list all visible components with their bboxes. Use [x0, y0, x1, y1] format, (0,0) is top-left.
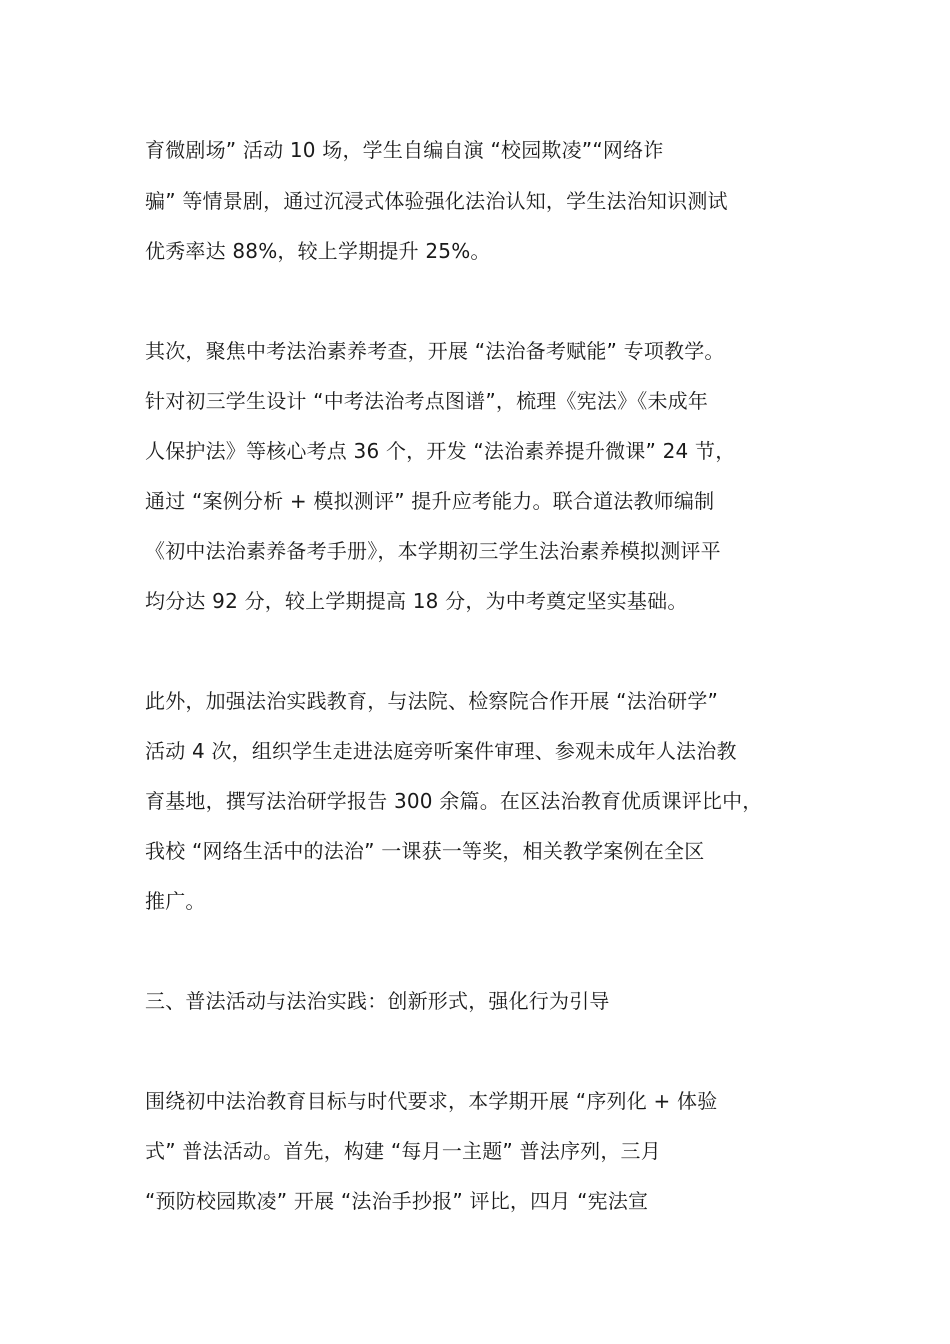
paragraph-2-line-6: 均分达 92 分，较上学期提高 18 分，为中考奠定坚实基础。 [145, 589, 688, 613]
paragraph-2-line-3: 人保护法》等核心考点 36 个，开发 “法治素养提升微课” 24 节， [145, 439, 736, 463]
paragraph-3-line-5: 推广。 [145, 889, 206, 913]
paragraph-1-line-3: 优秀率达 88%，较上学期提升 25%。 [145, 239, 491, 263]
paragraph-2-line-4: 通过 “案例分析 + 模拟测评” 提升应考能力。联合道法教师编制 [145, 489, 715, 513]
paragraph-4-line-3: “预防校园欺凌” 开展 “法治手抄报” 评比，四月 “宪法宣 [145, 1189, 649, 1213]
section-heading: 三、普法活动与法治实践：创新形式，强化行为引导 [145, 989, 610, 1013]
paragraph-3-line-4: 我校 “网络生活中的法治” 一课获一等奖，相关教学案例在全区 [145, 839, 705, 863]
paragraph-3-line-2: 活动 4 次，组织学生走进法庭旁听案件审理、参观未成年人法治教 [145, 739, 737, 763]
paragraph-2-line-1: 其次，聚焦中考法治素养考查，开展 “法治备考赋能” 专项教学。 [145, 339, 725, 363]
paragraph-2-line-2: 针对初三学生设计 “中考法治考点图谱”，梳理《宪法》《未成年 [145, 389, 709, 413]
paragraph-3-line-3: 育基地，撰写法治研学报告 300 余篇。在区法治教育优质课评比中， [145, 789, 763, 813]
paragraph-4-line-1: 围绕初中法治教育目标与时代要求，本学期开展 “序列化 + 体验 [145, 1089, 718, 1113]
paragraph-2-line-5: 《初中法治素养备考手册》，本学期初三学生法治素养模拟测评平 [145, 539, 721, 563]
paragraph-1-line-2: 骗” 等情景剧，通过沉浸式体验强化法治认知，学生法治知识测试 [145, 189, 728, 213]
paragraph-3-line-1: 此外，加强法治实践教育，与法院、检察院合作开展 “法治研学” [145, 689, 719, 713]
paragraph-1-line-1: 育微剧场” 活动 10 场，学生自编自演 “校园欺凌”“网络诈 [145, 138, 664, 162]
paragraph-4-line-2: 式” 普法活动。首先，构建 “每月一主题” 普法序列，三月 [145, 1139, 661, 1163]
